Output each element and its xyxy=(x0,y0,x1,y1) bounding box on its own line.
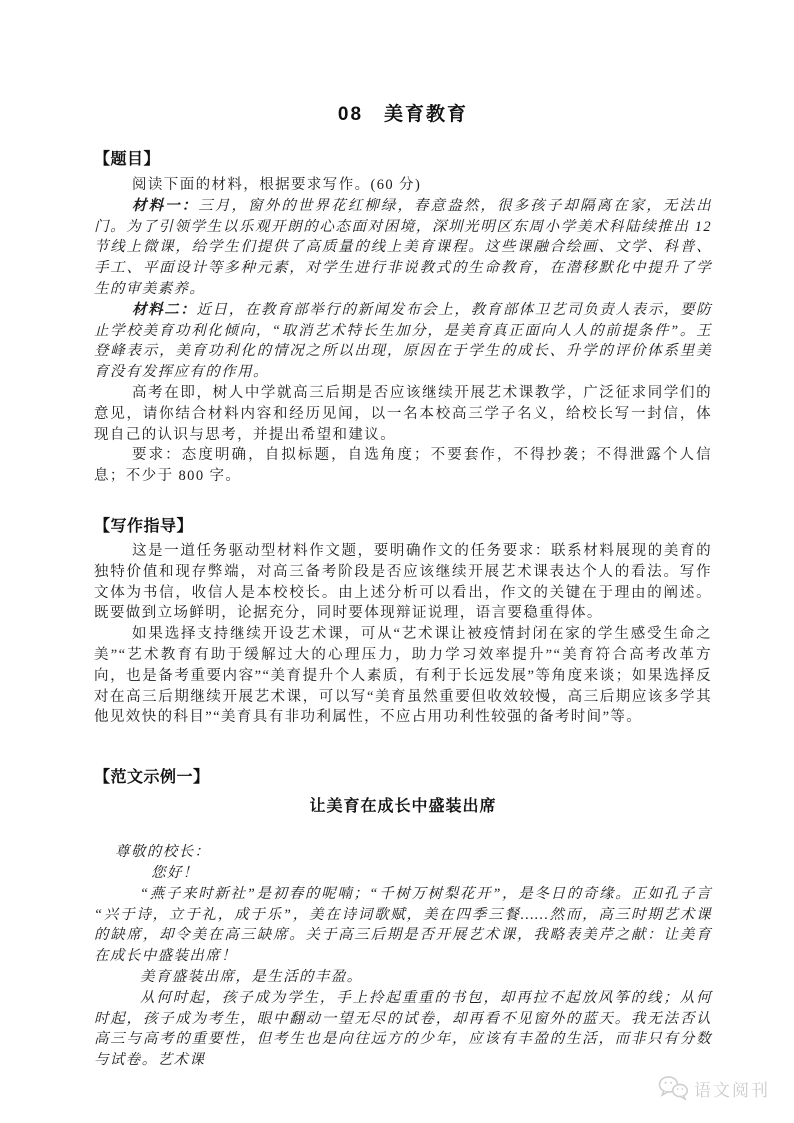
essay-paragraph-1: “燕子来时新社”是初春的呢喃；“千树万树梨花开”，是冬日的奇缘。正如孔子言“兴于诗，立于礼，成于乐”，美在诗词歌赋，美在四季三餐……然而，高三时期艺术课的缺席，却令美在高三缺席。关于高三后期是否开展艺术课，我略表美芹之献：让美育在成长中盛装出席！ xyxy=(94,885,712,965)
material-2-text: 近日，在教育部举行的新闻发布会上，教育部体卫艺司负责人表示，要防止学校美育功利化倾向，“取消艺术特长生加分，是美育真正面向人人的前提条件”。王登峰表示，美育功利化的情况之所以出现，原因在于学生的成长、升学的评价体系里美育没有发挥应有的作用。 xyxy=(94,301,712,381)
guidance-heading: 【写作指导】 xyxy=(94,517,194,535)
footer-watermark xyxy=(657,1075,770,1101)
guidance-paragraph-2: 如果选择支持继续开设艺术课，可从“艺术课让被疫情封闭在家的学生感受生命之美”“艺术教育有助于缓解过大的心理压力，助力学习效率提升”“美育符合高考改革方向，也是备考重要内容”“美育提升个人素质，有利于长远发展”等角度来谈；如果选择反对在高三后期继续开展艺术课，可以写“美育虽然重要但收效较慢，高三后期应该多学其他见效快的科目”“美育具有非功利属性，不应占用功利性较强的备考时间”等。 xyxy=(94,626,712,726)
section-topic xyxy=(94,149,712,487)
material-2-paragraph xyxy=(94,300,712,383)
requirements-paragraph: 要求：态度明确，自拟标题，自选角度；不要套作，不得抄袭；不得泄露个人信息；不少于 800 字。 xyxy=(94,447,712,485)
material-1-paragraph xyxy=(94,196,712,300)
topic-intro: 阅读下面的材料，根据要求写作。(60 分) xyxy=(132,177,422,193)
task-paragraph: 高考在即，树人中学就高三后期是否应该继续开展艺术课教学，广泛征求同学们的意见，请你结合材料内容和经历见闻，以一名本校高三学子名义，给校长写一封信，体现自己的认识与思考，并提出希望和建议。 xyxy=(94,384,712,443)
guidance-paragraph-1: 这是一道任务驱动型材料作文题，要明确作文的任务要求：联系材料展现的美育的独特价值和现存弊端，对高三备考阶段是否应该继续开展艺术课表达个人的看法。写作文体为书信，收信人是本校校长。由上述分析可以看出，作文的关键在于理由的阐述。既要做到立场鲜明，论据充分，同时要体现辩证说理，语言要稳重得体。 xyxy=(94,542,712,622)
section-guidance xyxy=(94,516,712,728)
watermark-label: 语文阅刊 xyxy=(694,1080,770,1100)
material-1-text: 三月，窗外的世界花红柳绿，春意盎然，很多孩子却隔离在家，无法出门。为了引领学生以乐观开朗的心态面对困境，深圳光明区东周小学美术科陆续推出 12 节线上微课，给学生们提供了高质量的线上美育课程。这些课融合绘画、文学、科普、手工、平面设计等多种元素，对学生进行非说教式的生命教育，在潜移默化中提升了学生的审美素养。 xyxy=(94,197,712,297)
sample-heading: 【范文示例一】 xyxy=(94,769,210,787)
essay-subpoint: 美育盛装出席，是生活的丰盈。 xyxy=(140,968,363,985)
essay-salutation: 尊敬的校长： xyxy=(115,844,211,861)
wechat-icon xyxy=(657,1075,689,1101)
doc-title: 08 美育教育 xyxy=(337,104,469,125)
essay-paragraph-2: 从何时起，孩子成为学生，手上拎起重重的书包，却再拉不起放风筝的线；从何时起，孩子成为考生，眼中翻动一望无尽的试卷，却再看不见窗外的蓝天。我无法否认高三与高考的重要性，但考生也是向往远方的少年，应该有丰盈的生活，而非只有分数与试卷。艺术课 xyxy=(94,989,712,1069)
section-sample-essay xyxy=(94,767,712,1071)
essay-title: 让美育在成长中盛装出席 xyxy=(309,798,497,816)
material-2-label: 材料二： xyxy=(132,301,197,318)
topic-heading: 【题目】 xyxy=(94,151,161,168)
essay-greeting: 您好！ xyxy=(151,864,199,881)
material-1-label: 材料一： xyxy=(132,197,199,214)
